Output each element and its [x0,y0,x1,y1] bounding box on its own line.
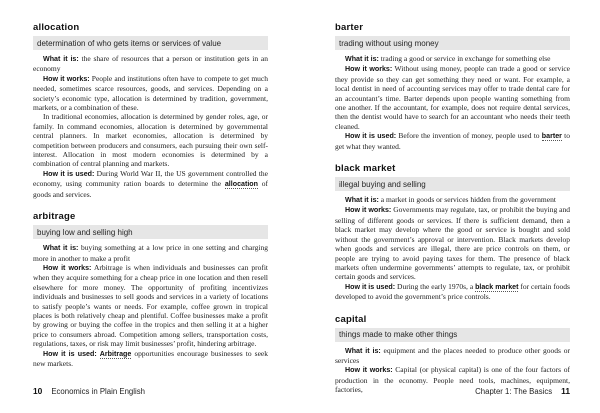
paragraph-label: What it is: [43,244,79,253]
body-text: the share of resources that a person or institution gets in an economy [33,54,269,74]
entry-paragraph [335,54,570,64]
body-text: for certain foods developed to avoid the government’s price controls. [335,281,570,302]
entry-definition-bar: illegal buying and selling [335,177,570,191]
paragraph-label: How it is used: [43,169,95,178]
body-text: equipment and the places needed to produce other goods or services [335,345,570,365]
entry-body [335,195,570,301]
entry-body [33,243,268,368]
cross-reference-term: allocation [224,180,258,189]
body-text: In traditional economies, allocation is determined by gender roles, age, or family. In command economies, allocation is determined by governmental central planners. In market economies, allocation is determined by competition between producers and consumers, each pursuing their own self-interest. Allocation in most modern economies is determined by a combination of central planning and markets. [33,112,268,169]
entry-paragraph [335,64,570,131]
body-text: of goods and services. [33,179,268,199]
entry-definition-bar: buying low and selling high [33,225,268,239]
body-text: People and institutions often have to compete to get much needed, sometimes scarce resources, goods, and services. Depending on a society’s economic type, allocation is determined by tradition, government, markets, or a combination of these. [33,73,269,113]
footer-left [33,386,145,396]
paragraph-label: What it is: [43,55,79,63]
entry-paragraph [335,205,570,281]
entry-paragraph [335,346,570,366]
entry-definition-bar: things made to make other things [335,328,570,342]
paragraph-label: How it works: [345,206,392,215]
entry-paragraph [33,112,268,168]
paragraph-label: How it works: [43,74,90,83]
paragraph-label: How it is used: [345,132,397,141]
left-page-entries [33,22,268,368]
body-text: Before the invention of money, people used to [396,131,542,141]
cross-reference-term: barter [541,132,562,141]
entry-definition-bar: trading without using money [335,36,570,50]
body-text: Without using money, people can trade a good or service they provide so they can get something they need or want. For example, a local dentist in need of accounting services may offer to trade dental care for an accountant’s time. Barter depends upon people wanting something from one another. If the accountant, for example, does not require dental services, then the dentist would have to search for an accountant who needs their teeth cleaned. [335,64,570,131]
body-text: During World War II, the US government controlled the economy, using community ration boards to determine the [33,168,268,189]
page-number-left: 10 [33,386,43,396]
cross-reference-term: black market [475,282,519,291]
footer-right [475,386,570,396]
glossary-entry [33,211,268,368]
entry-definition-bar: determination of who gets items or services of value [33,36,268,50]
body-text: Arbitrage is when individuals and businesses can profit when they acquire something for a cheap price in one location and then resell elsewhere for more money. The opportunity of profiting incentivizes individuals and businesses to sell goods and services in a variety of locations to satisfy people’s wants or needs. For example, coffee grown in tropical places is both relatively cheap and plentiful. Coffee businesses make a profit by growing or buying the coffee in the tropics and then selling it at a higher price to consumers abroad. Competition among sellers, transportation costs, regulations, taxes, or risk may limit businesses’ profit, hindering arbitrage. [33,262,268,349]
body-text: opportunities encourage businesses to seek new markets. [33,348,268,368]
book-title: Economics in Plain English [51,387,145,396]
body-text: Governments may regulate, tax, or prohibit the buying and selling of different goods or services. If there is sufficient demand, then a black market may develop where the good or service is bought and sold without the government’s approval or intervention. Black markets develop when goods and services are illegal, there are price controls on them, or people are trying to avoid paying taxes for them. The presence of black markets often undermine governments’ attempts to regulate, tax, or prohibit certain goods and services. [335,205,570,282]
entry-paragraph [335,195,570,205]
body-text: trading a good or service in exchange for something else [378,54,551,63]
paragraph-label: How it works: [345,366,393,375]
cross-reference-term: Arbitrage [99,349,132,358]
body-text: During the early 1970s, a [395,281,476,291]
entry-paragraph [33,169,268,199]
entry-paragraph [33,263,268,349]
entry-term: capital [335,313,367,325]
entry-term: allocation [33,22,80,33]
paragraph-label: What it is: [345,346,381,355]
paragraph-label: How it works: [345,65,393,74]
entry-term: black market [335,163,396,175]
glossary-entry [335,22,570,151]
paragraph-label: How it works: [43,263,92,272]
entry-body [335,54,570,151]
entry-paragraph [335,282,570,302]
right-page-entries [335,22,570,395]
body-text: a market in goods or services hidden from the government [378,195,556,205]
paragraph-label: What it is: [345,55,379,63]
glossary-entry [335,314,570,395]
entry-paragraph [33,54,268,74]
page-number-right: 11 [561,386,570,396]
paragraph-label: How it is used: [345,282,396,291]
glossary-entry [335,163,570,301]
entry-term: barter [335,22,364,33]
entry-body [33,54,268,199]
entry-paragraph [33,243,268,263]
page-right [300,0,600,413]
entry-term: arbitrage [33,211,76,223]
chapter-title: Chapter 1: The Basics [475,387,553,396]
glossary-entry [33,22,268,199]
body-text: buying something at a low price in one setting and charging more in another to make a profit [33,243,268,263]
entry-paragraph [33,74,268,113]
entry-paragraph [33,349,268,369]
body-text: Capital (or physical capital) is one of the four factors of production in the economy. People need tools, machines, equipment, factories, [335,365,570,395]
entry-paragraph [335,131,570,151]
paragraph-label: What it is: [345,196,379,205]
body-text: to get what they wanted. [335,131,570,151]
paragraph-label: How it is used: [43,349,97,358]
